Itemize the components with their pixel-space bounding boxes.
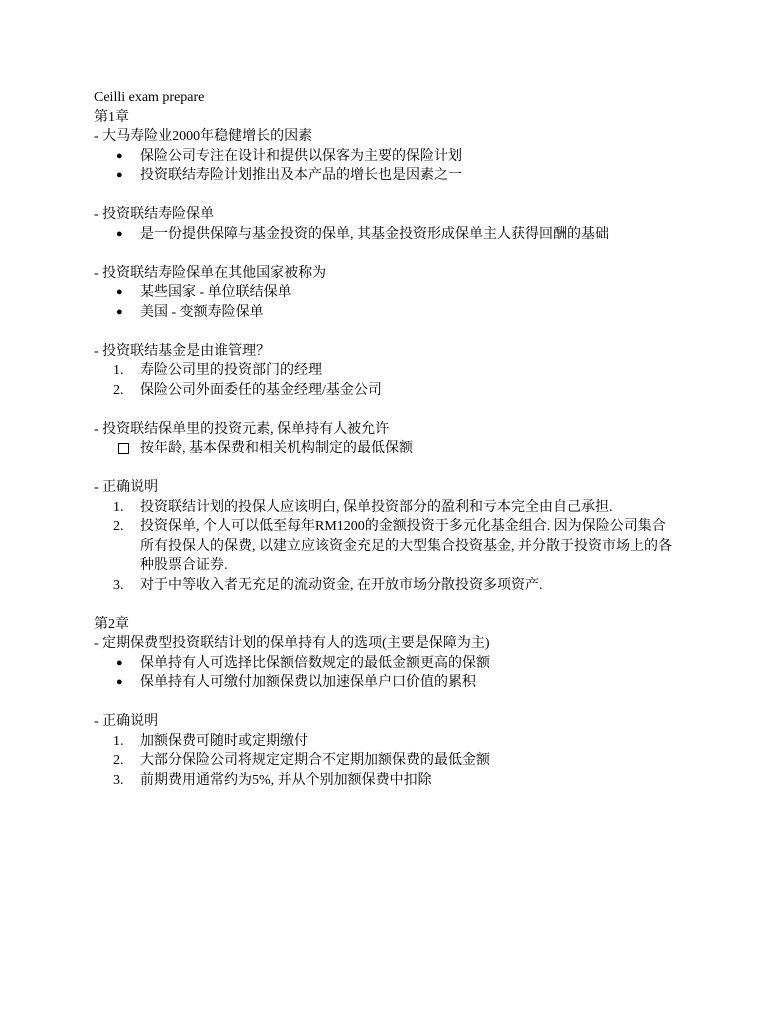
section-heading: - 投资联结寿险保单 <box>94 207 215 222</box>
bullet-icon: ● <box>116 149 123 162</box>
list-item: ● 是一份提供保障与基金投资的保单, 其基金投资形成保单主人获得回酬的基础 <box>94 225 676 245</box>
section-heading: - 投资联结保单里的投资元素, 保单持有人被允许 <box>94 421 390 437</box>
bullet-icon: ● <box>116 227 123 240</box>
list-number: 2. <box>113 382 124 398</box>
list-item: ● 投资联结寿险计划推出及本产品的增长也是因素之一 <box>94 166 676 186</box>
list-item: 2. 投资保单, 个人可以低至每年RM1200的金额投资于多元化基金组合. 因为保险公司集合所有投保人的保费, 以建立应该资金充足的大型集合投资基金, 并分散于投资市场上的各种股票合证券. <box>113 519 672 573</box>
bullet-icon: ● <box>116 676 123 688</box>
list-item: 1. 投资联结计划的投保人应该明白, 保单投资部分的盈利和亏本完全由自己承担. <box>94 498 676 518</box>
section-heading: - 投资联结基金是由谁管理？ <box>94 343 271 359</box>
bullet-icon: ● <box>116 656 123 669</box>
bullet-icon: ● <box>116 286 123 298</box>
list-number: 1. <box>113 499 124 515</box>
spacer <box>94 244 676 264</box>
list-item: 1. 加额保费可随时或定期缴付 <box>94 732 676 752</box>
list-item: ● 保单持有人可选择比保额倍数规定的最低金额更高的保额 <box>94 654 676 674</box>
checkbox-icon <box>118 443 129 454</box>
section-heading: - 投资联结寿险保单在其他国家被称为 <box>94 265 327 281</box>
list-item: 1. 寿险公司里的投资部门的经理 <box>94 361 676 381</box>
section-heading: - 正确说明 <box>94 714 159 729</box>
bullet-icon: ● <box>116 169 123 181</box>
list-item: 按年龄, 基本保费和相关机构制定的最低保额 <box>94 439 676 459</box>
spacer <box>94 400 676 420</box>
section-heading: - 大马寿险业2000年稳健增长的因素 <box>94 129 313 144</box>
list-item: ● 某些国家 - 单位联结保单 <box>94 283 676 303</box>
bullet-icon: ● <box>116 305 123 318</box>
spacer <box>94 595 676 615</box>
list-number: 2. <box>113 753 124 768</box>
list-number: 3. <box>113 577 124 593</box>
list-number: 1. <box>113 733 124 749</box>
list-item: 2. 大部分保险公司将规定定期合不定期加额保费的最低金额 <box>94 751 676 771</box>
list-item: 3. 对于中等收入者无充足的流动资金, 在开放市场分散投资多项资产. <box>94 576 676 596</box>
spacer <box>94 693 676 713</box>
chapter-2-heading: 第2章 <box>94 616 129 632</box>
list-item: 3. 前期费用通常约为5%, 并从个别加额保费中扣除 <box>94 771 676 791</box>
list-number: 1. <box>113 363 124 378</box>
spacer <box>94 459 676 479</box>
spacer <box>94 186 676 206</box>
chapter-1-heading: 第1章 <box>94 109 129 125</box>
section-heading: - 正确说明 <box>94 480 159 495</box>
list-item: ● 保险公司专注在设计和提供以保客为主要的保险计划 <box>94 147 676 167</box>
list-item: 2. 保险公司外面委任的基金经理/基金公司 <box>94 381 676 401</box>
list-item: ● 保单持有人可缴付加额保费以加速保单户口价值的累积 <box>94 673 676 693</box>
spacer <box>94 322 676 342</box>
section-heading: - 定期保费型投资联结计划的保单持有人的选项(主要是保障为主) <box>94 636 490 651</box>
list-item: ● 美国 - 变额寿险保单 <box>94 303 676 323</box>
list-number: 3. <box>113 772 124 788</box>
document-title: Ceilli exam prepare <box>94 90 205 105</box>
list-number: 2. <box>113 519 124 534</box>
